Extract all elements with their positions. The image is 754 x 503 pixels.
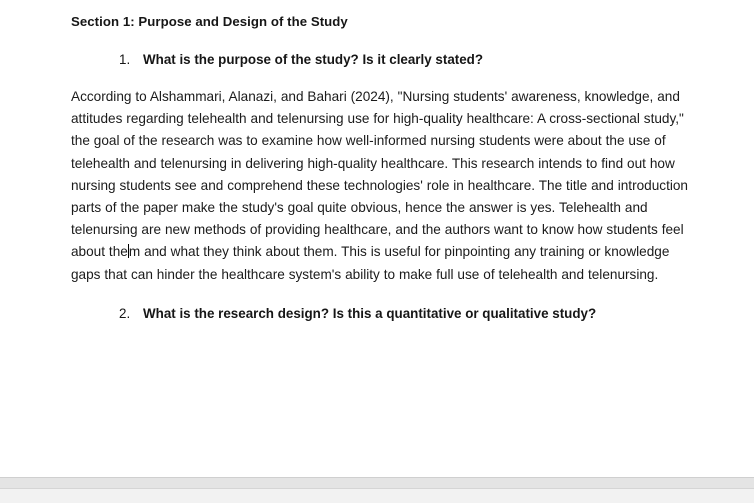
question-item-2 [71, 305, 697, 323]
page-boundary-divider [0, 477, 754, 489]
question-item-1 [71, 51, 697, 69]
body-paragraph[interactable] [71, 69, 697, 286]
question-list-continued [71, 305, 697, 323]
list-marker-2: 2. [119, 305, 131, 321]
question-list [71, 51, 697, 69]
paragraph-text-after-caret: m and what they think about them. This is useful for pinpointing any training or knowledge gaps that can hinder the healthcare system's ability to make full use of telehealth and telenursing. [71, 244, 670, 282]
question-text-1: What is the purpose of the study? Is it clearly stated? [143, 51, 484, 67]
paragraph-text-before-caret: According to Alshammari, Alanazi, and Bahari (2024), "Nursing students' awareness, knowledge, and attitudes regarding telehealth and telenursing use for high-quality healthcare: A cross-sectional study," the goal of the research was to examine how well-informed nursing students were about the use of telehealth and telenursing in delivering high-quality healthcare. This research intends to find out how nursing students see and comprehend these technologies' role in healthcare. The title and introduction parts of the paper make the study's goal quite obvious, hence the answer is yes. Telehealth and telenursing are new methods of providing healthcare, and the authors want to know how students feel about the [71, 88, 688, 260]
list-marker-1: 1. [119, 51, 131, 67]
question-text-2: What is the research design? Is this a quantitative or qualitative study? [143, 305, 597, 321]
page-content [71, 0, 697, 323]
inter-page-gap [0, 489, 754, 503]
section-heading: Section 1: Purpose and Design of the Study [71, 14, 348, 29]
